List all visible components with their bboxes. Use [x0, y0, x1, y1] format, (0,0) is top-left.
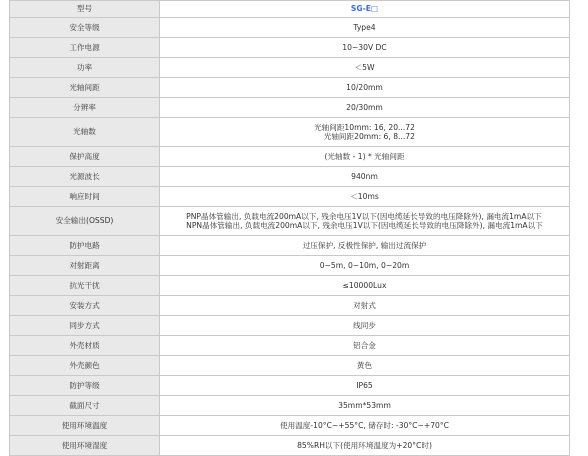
row-label: 防护等级 [10, 376, 160, 396]
row-value: ＜10ms [160, 187, 570, 207]
row-label: 安全等级 [10, 18, 160, 38]
model-number: SG-E□ [160, 1, 570, 18]
row-label: 光轴间距 [10, 78, 160, 98]
row-value [160, 207, 570, 236]
table-row [10, 167, 570, 187]
row-value: 35mm*53mm [160, 396, 570, 416]
row-value: 10~30V DC [160, 38, 570, 58]
row-label: 光轴数 [10, 118, 160, 147]
table-row [10, 98, 570, 118]
table-row [10, 118, 570, 147]
table-row [10, 78, 570, 98]
row-value: 940nm [160, 167, 570, 187]
table-row [10, 38, 570, 58]
row-value: 85%RH以下(使用环境温度为+20°C时) [160, 436, 570, 456]
value-line: 光轴间距20mm: 6, 8...72 [323, 132, 415, 141]
row-value: 过压保护, 反极性保护, 输出过流保护 [160, 236, 570, 256]
row-value: Type4 [160, 18, 570, 38]
row-value: 0~5m, 0~10m, 0~20m [160, 256, 570, 276]
value-line: PNP晶体管输出, 负载电流200mA以下, 残余电压1V以下(因电缆延长导致的电压降除外), 漏电流1mA以下 [186, 211, 542, 221]
row-label: 分辨率 [10, 98, 160, 118]
row-value: 使用温度-10°C~+55°C, 储存时: -30°C~+70°C [160, 416, 570, 436]
table-row [10, 416, 570, 436]
header-label: 型号 [10, 1, 160, 18]
row-label: 安全输出(OSSD) [10, 207, 160, 236]
row-value: ＜5W [160, 58, 570, 78]
row-label: 外壳材质 [10, 336, 160, 356]
row-label: 抗光干扰 [10, 276, 160, 296]
table-row [10, 236, 570, 256]
row-value: 对射式 [160, 296, 570, 316]
table-row [10, 256, 570, 276]
row-label: 外壳颜色 [10, 356, 160, 376]
row-label: 使用环境湿度 [10, 436, 160, 456]
table-row [10, 296, 570, 316]
row-label: 响应时间 [10, 187, 160, 207]
row-label: 安装方式 [10, 296, 160, 316]
row-label: 功率 [10, 58, 160, 78]
value-line: NPN晶体管输出, 负载电流200mA以下, 残余电压1V以下(因电缆延长导致的电压降除外), 漏电流1mA以下 [186, 221, 543, 230]
table-row [10, 396, 570, 416]
table-header-row [10, 1, 570, 18]
row-value: 铝合金 [160, 336, 570, 356]
row-value: 20/30mm [160, 98, 570, 118]
table-row [10, 376, 570, 396]
row-label: 使用环境温度 [10, 416, 160, 436]
table-row [10, 276, 570, 296]
row-label: 对射距离 [10, 256, 160, 276]
row-label: 保护高度 [10, 147, 160, 167]
table-row [10, 356, 570, 376]
row-label: 同步方式 [10, 316, 160, 336]
value-line: 光轴间距10mm: 16, 20...72 [314, 122, 415, 132]
row-value: 黄色 [160, 356, 570, 376]
table-row [10, 187, 570, 207]
row-label: 光源波长 [10, 167, 160, 187]
row-value: IP65 [160, 376, 570, 396]
row-value: ≤10000Lux [160, 276, 570, 296]
table-row [10, 58, 570, 78]
table-row [10, 147, 570, 167]
row-label: 防护电路 [10, 236, 160, 256]
row-value: 10/20mm [160, 78, 570, 98]
table-row [10, 207, 570, 236]
spec-table [9, 0, 570, 456]
table-row [10, 436, 570, 456]
row-value: (光轴数 - 1) * 光轴间距 [160, 147, 570, 167]
row-value: 线同步 [160, 316, 570, 336]
table-row [10, 336, 570, 356]
row-value [160, 118, 570, 147]
row-label: 截面尺寸 [10, 396, 160, 416]
row-label: 工作电源 [10, 38, 160, 58]
table-row [10, 18, 570, 38]
table-row [10, 316, 570, 336]
